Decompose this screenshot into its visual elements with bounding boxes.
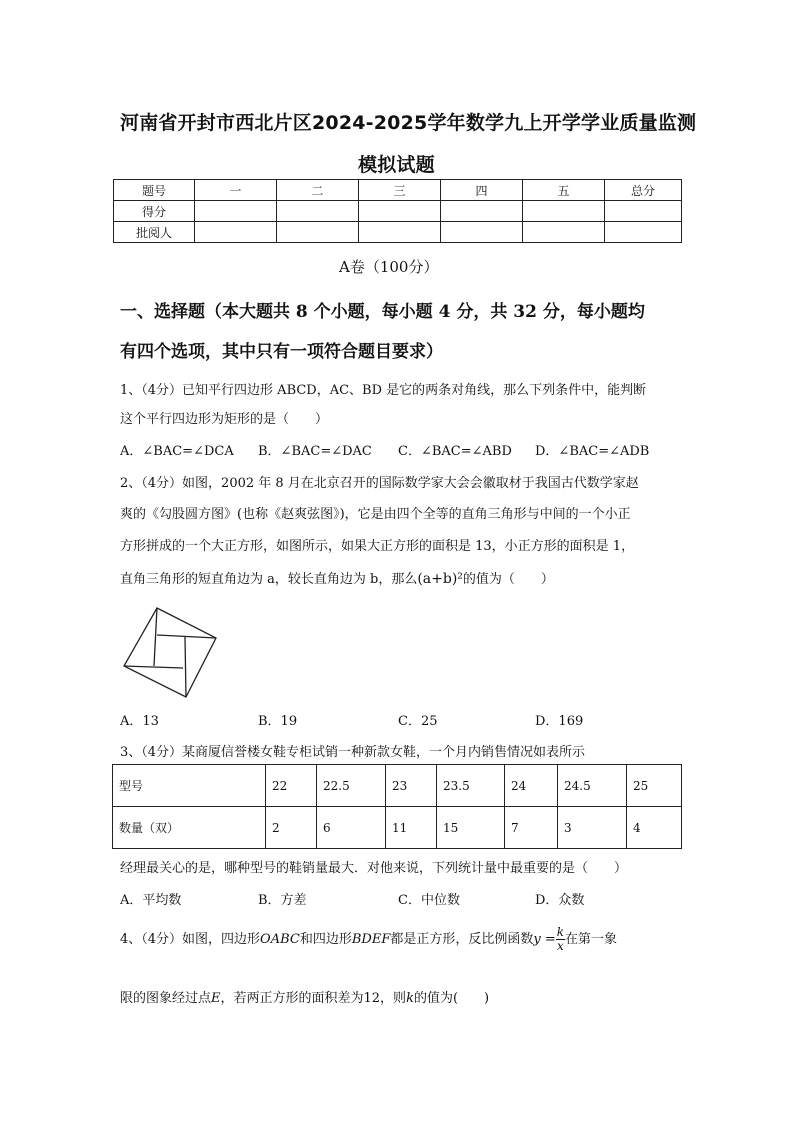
table-cell: 22 [266, 765, 317, 807]
q3-option-c[interactable]: C．中位数 [398, 893, 460, 908]
question-2-text-line4 [120, 568, 554, 587]
q3-option-d[interactable]: D．众数 [535, 893, 585, 908]
table-cell: 批阅人 [114, 222, 195, 243]
q4-line2-pre: 限的图象经过点 [120, 991, 212, 1006]
q2-option-b[interactable]: B．19 [258, 714, 298, 729]
table-cell: 7 [505, 807, 558, 849]
q4-part3: 都是正方形，反比例函数 [390, 932, 534, 947]
grader-input-cell[interactable] [195, 222, 277, 243]
table-cell: 24 [505, 765, 558, 807]
q2-option-c[interactable]: C．25 [398, 714, 438, 729]
question-3-text: 3、（4分）某商厦信誉楼女鞋专柜试销一种新款女鞋，一个月内销售情况如表所示 [120, 745, 586, 760]
table-cell: 23.5 [437, 765, 505, 807]
score-input-cell[interactable] [523, 201, 605, 222]
table-row [114, 222, 682, 243]
table-cell: 2 [266, 807, 317, 849]
table-cell: 数量（双） [113, 807, 266, 849]
question-2-text-line2: 爽的《勾股圆方图》(也称《赵爽弦图》)，它是由四个全等的直角三角形与中间的一个小正 [120, 507, 631, 522]
q4-point-e: E [211, 991, 221, 1006]
table-cell: 二 [277, 180, 359, 201]
table-cell: 11 [386, 807, 437, 849]
q4-bdef: BDEF [351, 932, 391, 947]
table-cell: 总分 [605, 180, 682, 201]
q3-option-b[interactable]: B．方差 [258, 893, 307, 908]
q2-line4-pre: 直角三角形的短直角边为 a，较长直角边为 b，那么 [120, 572, 418, 587]
q4-k: k [406, 991, 414, 1006]
table-cell: 24.5 [558, 765, 627, 807]
table-cell: 型号 [113, 765, 266, 807]
table-cell: 三 [359, 180, 441, 201]
grader-input-cell[interactable] [441, 222, 523, 243]
q4-part1: 4、（4分）如图，四边形 [120, 932, 261, 947]
question-4-text-line2 [120, 987, 489, 1006]
table-cell: 6 [317, 807, 386, 849]
triangle-edge [154, 608, 157, 666]
q2-option-a[interactable]: A．13 [120, 714, 159, 729]
score-input-cell[interactable] [605, 201, 682, 222]
q4-part4: 在第一象 [565, 932, 618, 947]
sales-table [112, 764, 682, 849]
q4-part2: 和四边形 [299, 932, 352, 947]
q2-line4-post: 的值为（ ） [462, 572, 554, 587]
table-cell: 3 [558, 807, 627, 849]
grader-input-cell[interactable] [359, 222, 441, 243]
table-cell: 22.5 [317, 765, 386, 807]
table-cell: 题号 [114, 180, 195, 201]
table-cell: 15 [437, 807, 505, 849]
q1-option-a[interactable]: A．∠BAC=∠DCA [120, 444, 234, 459]
question-1-text: 1、（4分）已知平行四边形 ABCD，AC、BD 是它的两条对角线，那么下列条件中，能判断 [120, 383, 647, 398]
q3-option-a[interactable]: A．平均数 [120, 893, 182, 908]
page-title: 河南省开封市西北片区2024-2025学年数学九上开学学业质量监测 [120, 112, 697, 134]
volume-label: A卷（100分） [339, 258, 439, 276]
zhao-shuang-diagram [120, 605, 220, 700]
q4-oabc: OABC [260, 932, 300, 947]
fraction-denominator: x [557, 939, 564, 953]
triangle-edge [157, 635, 216, 638]
grader-input-cell[interactable] [277, 222, 359, 243]
section-heading: 一、选择题（本大题共 8 个小题，每小题 4 分，共 32 分，每小题均 [120, 302, 645, 322]
section-heading-line2: 有四个选项，其中只有一项符合题目要求） [120, 342, 443, 362]
outer-square [124, 608, 216, 697]
question-2-text-line3: 方形拼成的一个大正方形，如图所示，如果大正方形的面积是 13，小正方形的面积是 1， [120, 539, 635, 554]
q1-option-b[interactable]: B．∠BAC=∠DAC [258, 444, 372, 459]
q4-y-eq: y = [533, 932, 556, 947]
table-cell: 一 [195, 180, 277, 201]
q2-expression: (a+b)² [417, 571, 463, 587]
triangle-edge [185, 637, 186, 697]
q1-option-c[interactable]: C．∠BAC=∠ABD [398, 444, 512, 459]
score-input-cell[interactable] [195, 201, 277, 222]
table-row [114, 180, 682, 201]
fraction-numerator: k [556, 925, 565, 939]
page-title-line2: 模拟试题 [358, 154, 435, 176]
question-4-text [120, 925, 617, 955]
table-row [113, 765, 682, 807]
grader-input-cell[interactable] [523, 222, 605, 243]
q4-line2-mid: ，若两正方形的面积差为12，则 [220, 991, 407, 1006]
table-cell: 25 [627, 765, 682, 807]
table-row [114, 201, 682, 222]
question-3-followup: 经理最关心的是，哪种型号的鞋销量最大．对他来说，下列统计量中最重要的是（ ） [120, 861, 628, 876]
q4-fraction [556, 926, 565, 953]
triangle-edge [124, 666, 183, 668]
question-2-text: 2、（4分）如图，2002 年 8 月在北京召开的国际数学家大会会徽取材于我国古代数学家赵 [120, 476, 639, 491]
q2-option-d[interactable]: D．169 [535, 714, 584, 729]
score-table [113, 179, 682, 243]
score-input-cell[interactable] [441, 201, 523, 222]
table-cell: 23 [386, 765, 437, 807]
table-cell: 四 [441, 180, 523, 201]
table-row [113, 807, 682, 849]
score-input-cell[interactable] [359, 201, 441, 222]
grader-input-cell[interactable] [605, 222, 682, 243]
score-input-cell[interactable] [277, 201, 359, 222]
q1-option-d[interactable]: D．∠BAC=∠ADB [535, 444, 650, 459]
table-cell: 五 [523, 180, 605, 201]
q4-line2-post: 的值为( ) [413, 991, 490, 1006]
question-1-text-line2: 这个平行四边形为矩形的是（ ） [120, 412, 329, 427]
table-cell: 得分 [114, 201, 195, 222]
table-cell: 4 [627, 807, 682, 849]
